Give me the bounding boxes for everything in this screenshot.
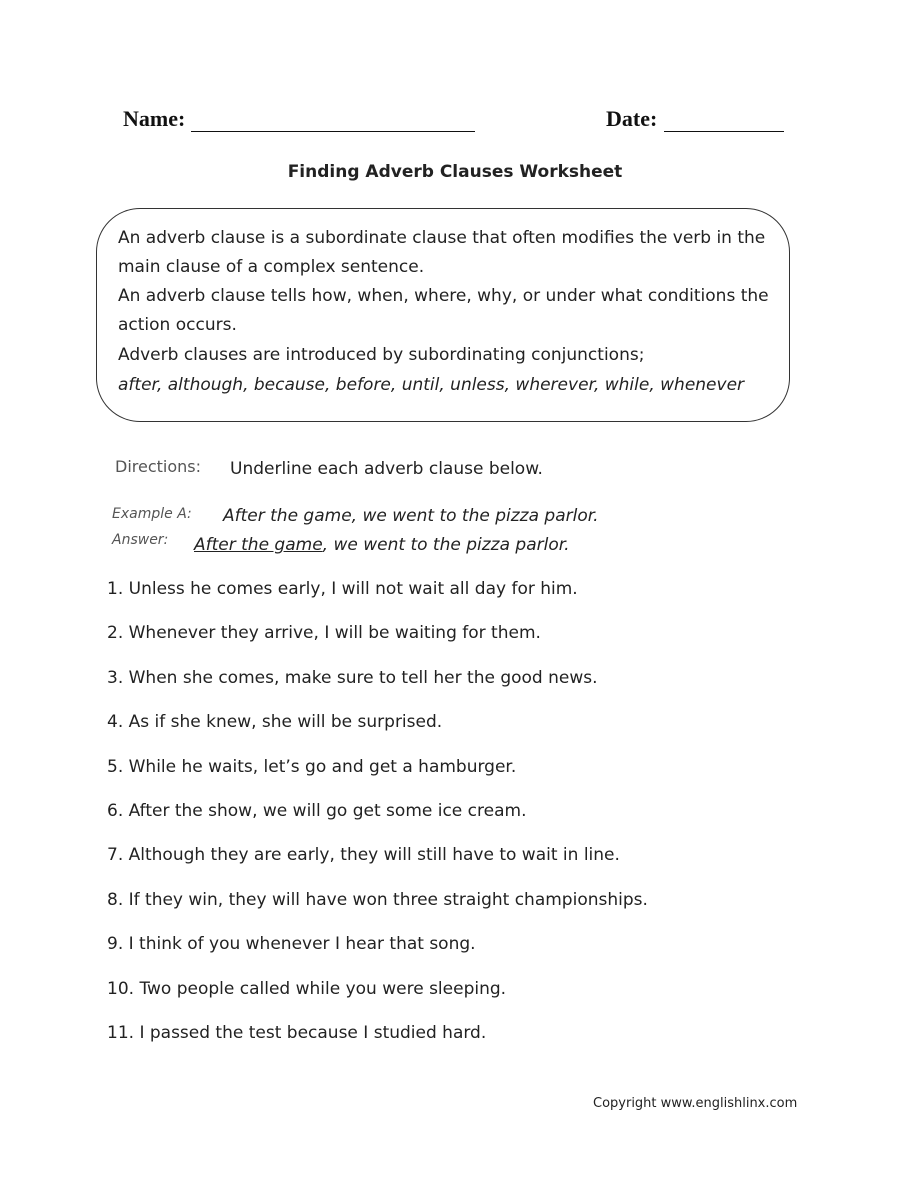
question-item: 10. Two people called while you were sleeping. [107,979,507,999]
answer-sentence [194,535,570,555]
date-label: Date: [606,106,658,131]
definition-line: An adverb clause tells how, when, where, why, or under what conditions the [118,286,769,306]
directions-label: Directions: [115,457,202,476]
definition-line: action occurs. [118,315,237,335]
question-item: 1. Unless he comes early, I will not wait all day for him. [107,579,578,599]
question-item: 5. While he waits, let’s go and get a hamburger. [107,757,517,777]
name-label: Name: [123,106,186,131]
answer-label: Answer: [112,532,169,548]
conjunction-list: after, although, because, before, until, unless, wherever, while, whenever [118,375,745,395]
directions-text: Underline each adverb clause below. [230,459,543,479]
worksheet-title: Finding Adverb Clauses Worksheet [287,162,623,182]
name-blank[interactable] [191,131,475,132]
question-item: 9. I think of you whenever I hear that song. [107,934,476,954]
example-sentence: After the game, we went to the pizza parlor. [223,506,599,526]
answer-rest: , we went to the pizza parlor. [322,535,570,555]
question-item: 3. When she comes, make sure to tell her the good news. [107,668,598,688]
date-blank[interactable] [664,131,784,132]
definition-line: main clause of a complex sentence. [118,257,425,277]
question-item: 11. I passed the test because I studied hard. [107,1023,487,1043]
definition-line: An adverb clause is a subordinate clause that often modifies the verb in the [118,228,766,248]
question-item: 6. After the show, we will go get some ice cream. [107,801,527,821]
definition-line: Adverb clauses are introduced by subordinating conjunctions; [118,345,645,365]
question-item: 7. Although they are early, they will still have to wait in line. [107,845,620,865]
example-label: Example A: [112,506,192,522]
copyright-notice: Copyright www.englishlinx.com [593,1096,798,1111]
question-item: 8. If they win, they will have won three straight championships. [107,890,648,910]
answer-clause: After the game [194,535,323,555]
question-item: 2. Whenever they arrive, I will be waiting for them. [107,623,541,643]
question-item: 4. As if she knew, she will be surprised. [107,712,443,732]
